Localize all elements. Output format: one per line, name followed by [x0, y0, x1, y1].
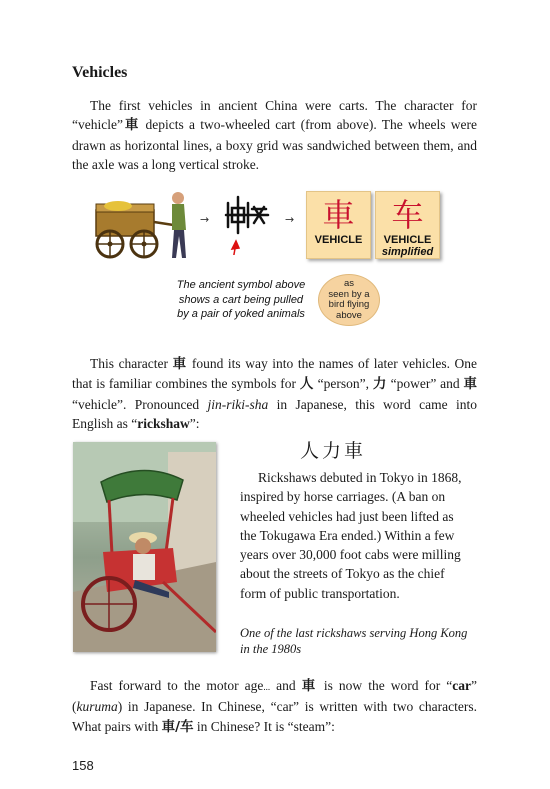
rickshaw-photo	[73, 442, 216, 652]
photo-caption: One of the last rickshaws serving Hong Kong in the 1980s	[240, 626, 468, 656]
card-glyph: 車	[322, 196, 355, 234]
card-label: VEHICLE	[314, 234, 363, 246]
card-label: VEHICLE	[383, 234, 432, 246]
arrow-right-icon: →	[285, 213, 295, 226]
paragraph-rickshaw-intro: This character 車 found its way into the names of later vehicles. One that is familiar combines the symbols for 人 “person”, 力 “power” and 車 “vehicle”. Pronounced jin-riki-sha in Japanese, this word came into English as “rickshaw”:	[72, 356, 478, 431]
arrow-right-icon: →	[200, 213, 210, 226]
rickshaw-photo-art	[73, 442, 216, 652]
rickshaw-history-text: Rickshaws debuted in Tokyo in 1868, inspired by horse carriages. (A ban on wheeled vehicles had just been lifted as the Tokugawa Era ended.) Within a few years over 30,000 foot cabs were milling about the streets of Tokyo as the chief form of public transportation.	[240, 470, 462, 601]
page-number: 158	[72, 758, 94, 773]
card-vehicle-traditional	[306, 191, 371, 259]
rickshaw-kanji: 人力車	[300, 440, 367, 462]
paragraph-motor-age: Fast forward to the motor age... and 車 is now the word for “car” (kuruma) in Japanese. In Chinese, “car” is written with two characters. What pairs with 車/车 in Chinese? It is “steam”:	[72, 678, 477, 735]
ancient-cart-glyph	[224, 195, 274, 255]
bird-view-badge: as seen by a bird flying above	[318, 274, 380, 326]
card-vehicle-simplified	[375, 191, 440, 259]
char-vehicle: 車	[122, 117, 141, 134]
card-glyph: 车	[391, 196, 424, 234]
section-heading: Vehicles	[72, 64, 128, 81]
cart-illustration	[88, 188, 198, 268]
paragraph-intro: The first vehicles in ancient China were carts. The character for “vehicle”車 depicts a two-wheeled cart (from above). The wheels were drawn as horizontal lines, a boxy grid was sandwiched between them, and the axle was a long vertical stroke.	[72, 98, 477, 172]
ancient-symbol-caption: The ancient symbol above shows a cart being pulled by a pair of yoked animals	[176, 279, 306, 320]
card-sublabel: simplified	[381, 246, 434, 258]
